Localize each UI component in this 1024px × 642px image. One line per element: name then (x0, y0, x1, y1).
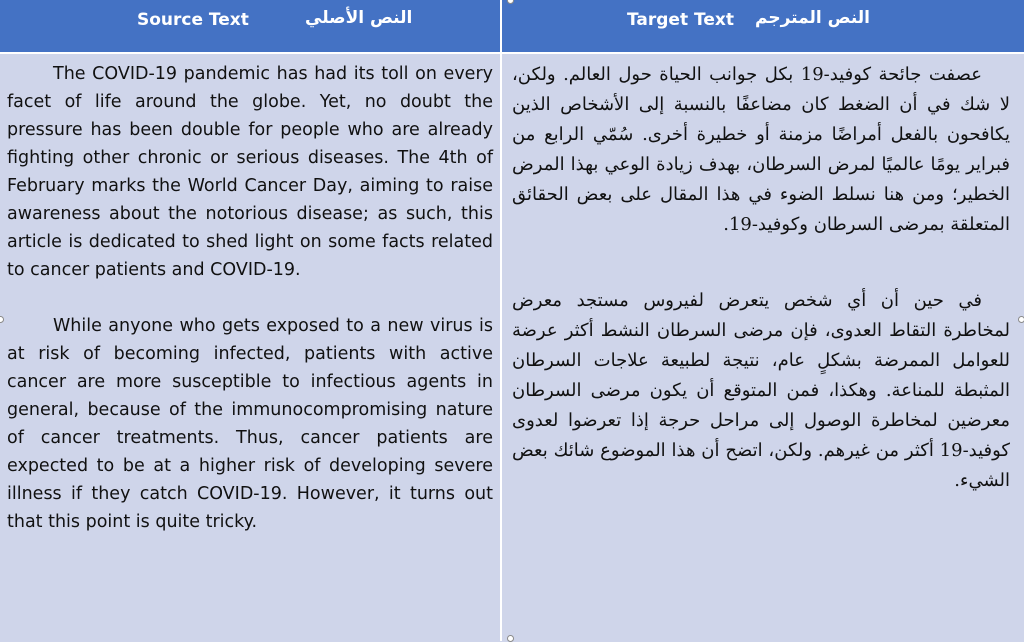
source-paragraph: The COVID-19 pandemic has had its toll on every facet of life around the globe. Yet, no doubt the pressure has been double for people who are already fighting other chronic or serious diseases. The 4th of February marks the World Cancer Day, aiming to raise awareness about the notorious disease; as such, this article is dedicated to shed light on some facts related to cancer patients and COVID-19. (7, 64, 493, 280)
source-header-arabic: النص الأصلي (305, 8, 413, 28)
target-header-english: Target Text (627, 10, 734, 30)
target-header-arabic: النص المترجم (755, 8, 870, 28)
resize-handle-left[interactable] (0, 316, 4, 323)
target-text-cell[interactable] (512, 60, 1010, 496)
target-column-header (502, 0, 1024, 52)
source-paragraph: While anyone who gets exposed to a new virus is at risk of becoming infected, patients with active cancer are more susceptible to infectious agents in general, because of the immunocompromising nature of cancer treatments. Thus, cancer patients are expected to be at a higher risk of developing severe illness if they catch COVID-19. However, it turns out that this point is quite tricky. (7, 316, 493, 532)
source-header-english: Source Text (137, 10, 249, 30)
resize-handle-right[interactable] (1018, 316, 1024, 323)
header-divider (0, 52, 1024, 54)
column-divider (500, 0, 502, 641)
source-text-cell[interactable] (7, 60, 493, 536)
source-column-header (0, 0, 500, 52)
target-paragraph: عصفت جائحة كوفيد-19 بكل جوانب الحياة حول العالم. ولكن، لا شك في أن الضغط كان مضاعفًا بالنسبة إلى الأشخاص الذين يكافحون بالفعل أمراضًا مزمنة أو خطيرة أخرى. سُمّي الرابع من فبراير يومًا عالميًا لمرض السرطان، بهدف زيادة الوعي بهذا المرض الخطير؛ ومن هنا نسلط الضوء في هذا المقال على بعض الحقائق المتعلقة بمرضى السرطان وكوفيد-19. (512, 64, 1010, 235)
target-paragraph: في حين أن أي شخص يتعرض لفيروس مستجد معرض لمخاطرة التقاط العدوى، فإن مرضى السرطان النشط أكثر عرضة للعوامل الممرضة بشكلٍ عام، نتيجة لطبيعة علاجات السرطان المثبطة للمناعة. وهكذا، فمن المتوقع أن يكون مرضى السرطان معرضين لمخاطرة الوصول إلى مراحل حرجة إذا تعرضوا لعدوى كوفيد-19 أكثر من غيرهم. ولكن، اتضح أن هذا الموضوع شائك بعض الشيء. (512, 290, 1010, 491)
